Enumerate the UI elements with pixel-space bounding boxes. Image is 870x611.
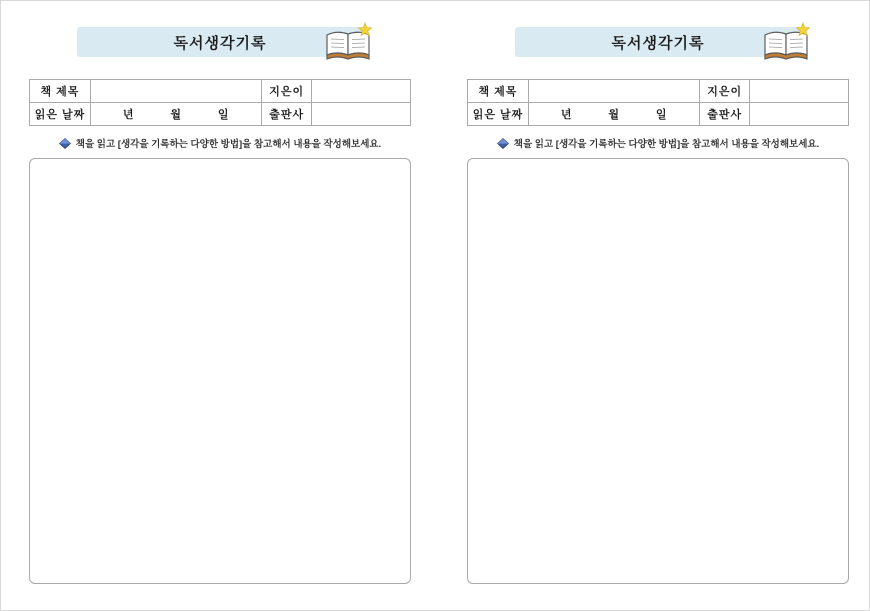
- date-month-unit: 월: [608, 109, 620, 121]
- book-title-input[interactable]: [90, 80, 261, 103]
- author-label: 지은이: [700, 80, 750, 103]
- publisher-label: 출판사: [262, 103, 312, 126]
- book-title-input[interactable]: [528, 80, 699, 103]
- read-date-label: 읽은 날짜: [30, 103, 91, 126]
- publisher-input[interactable]: [311, 103, 410, 126]
- date-day-unit: 일: [217, 109, 230, 121]
- worksheet-page-right: [435, 1, 869, 610]
- read-date-input[interactable]: [528, 103, 699, 126]
- book-title-label: 책 제목: [468, 80, 529, 103]
- read-date-input[interactable]: [90, 103, 261, 126]
- page-title: 독서생각기록: [611, 34, 705, 52]
- open-book-icon: [759, 21, 815, 65]
- table-row: [30, 103, 411, 126]
- diamond-bullet-icon: [497, 138, 509, 149]
- book-info-table: [29, 79, 411, 126]
- table-row: [30, 80, 411, 103]
- date-year-unit: 년: [560, 109, 573, 121]
- date-year-unit: 년: [122, 109, 135, 121]
- read-date-label: 읽은 날짜: [468, 103, 529, 126]
- worksheet-page-left: [1, 1, 435, 610]
- writing-area[interactable]: [29, 158, 411, 584]
- date-day-unit: 일: [655, 109, 668, 121]
- guide-note: [467, 136, 849, 150]
- title-row: [29, 23, 411, 65]
- table-row: [468, 103, 849, 126]
- title-row: [467, 23, 849, 65]
- author-input[interactable]: [311, 80, 410, 103]
- table-row: [468, 80, 849, 103]
- guide-note: [29, 136, 411, 150]
- author-label: 지은이: [262, 80, 312, 103]
- book-title-label: 책 제목: [30, 80, 91, 103]
- page-title: 독서생각기록: [173, 34, 267, 52]
- open-book-icon: [321, 21, 377, 65]
- guide-text: 책을 읽고 [생각을 기록하는 다양한 방법]을 참고해서 내용을 작성해보세요.: [513, 139, 820, 150]
- publisher-input[interactable]: [749, 103, 848, 126]
- date-month-unit: 월: [170, 109, 182, 121]
- book-info-table: [467, 79, 849, 126]
- author-input[interactable]: [749, 80, 848, 103]
- publisher-label: 출판사: [700, 103, 750, 126]
- diamond-bullet-icon: [59, 138, 71, 149]
- writing-area[interactable]: [467, 158, 849, 584]
- guide-text: 책을 읽고 [생각을 기록하는 다양한 방법]을 참고해서 내용을 작성해보세요.: [75, 139, 382, 150]
